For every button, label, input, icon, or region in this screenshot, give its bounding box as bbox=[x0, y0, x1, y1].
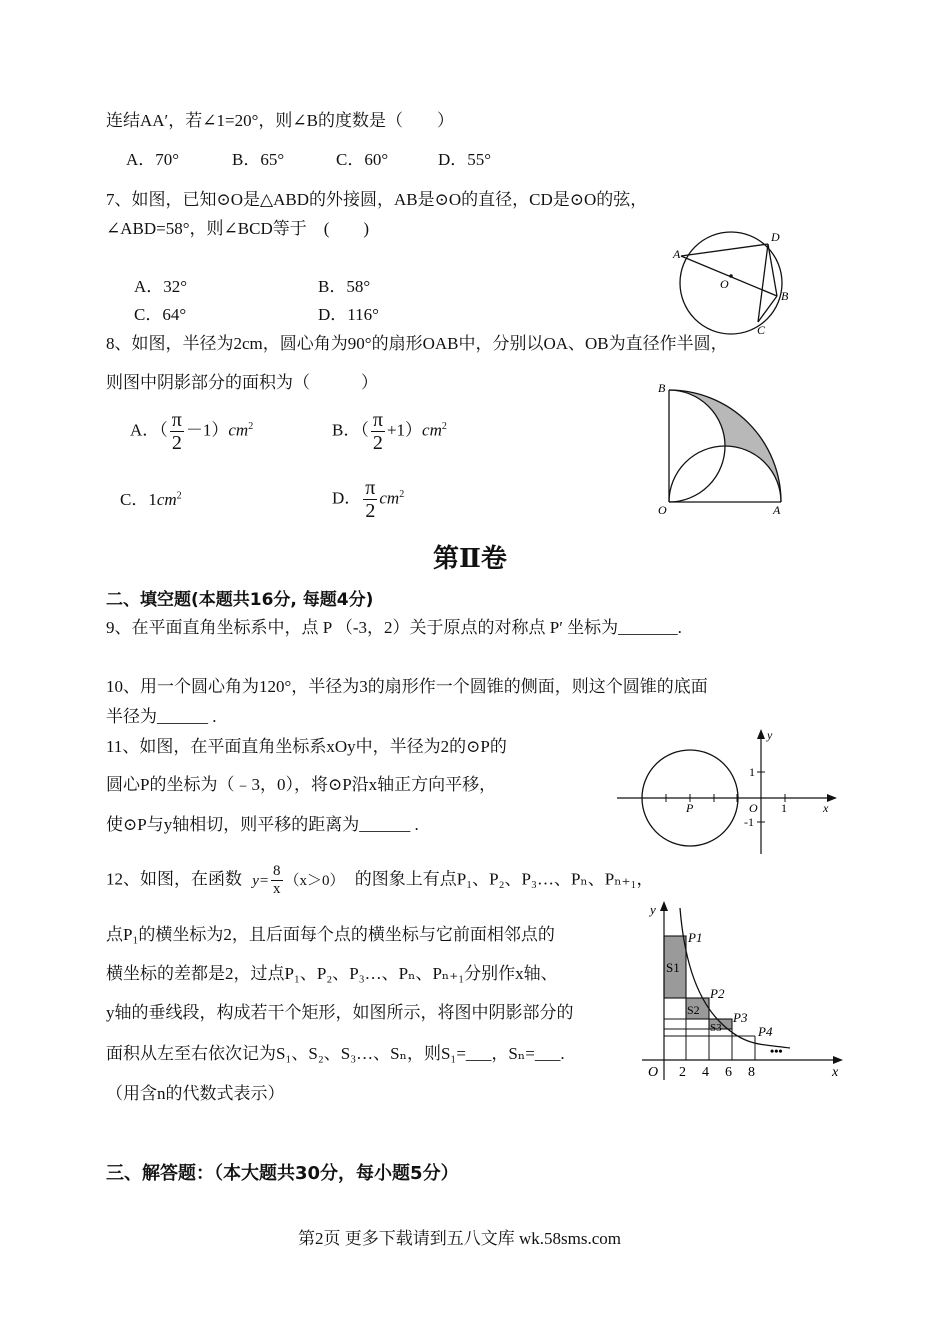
q12-label-4: 4 bbox=[702, 1065, 709, 1080]
q7-label-b: B bbox=[781, 289, 789, 303]
q7-label-c: C bbox=[757, 323, 766, 337]
q11-line1: 11、如图，在平面直角坐标系xOy中，半径为2的⊙P的 bbox=[106, 737, 507, 756]
q12-label-dots: ••• bbox=[770, 1044, 783, 1058]
q12-x-arrow bbox=[833, 1056, 843, 1064]
q12-formula: y= $\frac{8}{x}$ （x＞0） bbox=[252, 863, 345, 897]
q6-option-d: D．55° bbox=[438, 150, 492, 169]
q11-label-o: O bbox=[749, 801, 758, 815]
q7-line2: ∠ABD=58°，则∠BCD等于 ( ) bbox=[106, 219, 370, 238]
q7-circle-figure bbox=[670, 228, 800, 338]
q8-line1: 8、如图，半径为2cm，圆心角为90°的扇形OAB中，分别以OA、OB为直径作半圆， bbox=[106, 334, 728, 353]
q12-label-p1: P1 bbox=[688, 930, 703, 945]
q8-option-d-fraction: $\frac{\pi}{2}$ bbox=[365, 477, 376, 522]
q12-y-arrow bbox=[660, 901, 668, 911]
q12-label-8: 8 bbox=[748, 1065, 755, 1080]
q11-label-x: x bbox=[823, 801, 829, 815]
q6-option-a: A．70° bbox=[126, 150, 180, 169]
q10-line2: 半径为______ . bbox=[106, 707, 217, 726]
q12-label-2: 2 bbox=[679, 1065, 686, 1080]
q11-label-1y: 1 bbox=[749, 765, 755, 779]
q8-option-a: A．（ $\frac{\pi}{2}$ $-1)cm^2$ bbox=[130, 409, 254, 454]
q12-label-s1: S1 bbox=[666, 960, 680, 975]
q9-text: 9、在平面直角坐标系中，点 P （-3，2）关于原点的对称点 P′ 坐标为_______. bbox=[106, 618, 682, 637]
q12-line2: 点P₁的横坐标为2，且后面每个点的横坐标与它前面相邻点的 bbox=[106, 925, 555, 944]
q8-option-d: D． $\frac{\pi}{2}$ $cm^2$ bbox=[332, 477, 405, 522]
q12-line1: 12、如图，在函数 y= $\frac{8}{x}$ （x＞0） 的图象上有点P₁、P₂、P₃…、Pₙ、Pₙ₊₁， bbox=[106, 863, 654, 897]
page-footer: 第2页 更多下载请到五八文库 wk.58sms.com bbox=[298, 1229, 621, 1248]
q6-stem: 连结AA′，若∠1=20°，则∠B的度数是（ ） bbox=[106, 111, 454, 130]
q7-label-d: D bbox=[771, 230, 780, 244]
q12-label-6: 6 bbox=[725, 1065, 732, 1080]
q11-label-y: y bbox=[767, 728, 773, 742]
section2-header: 二、填空题(本题共16分, 每题4分) bbox=[106, 590, 374, 610]
q11-label-p: P bbox=[686, 801, 694, 815]
q7-option-c: C．64° bbox=[134, 305, 187, 324]
q7-chord-db bbox=[768, 244, 777, 296]
q7-circle bbox=[680, 232, 782, 334]
q12-label-o: O bbox=[648, 1065, 659, 1080]
q10-line1: 10、用一个圆心角为120°，半径为3的扇形作一个圆锥的侧面，则这个圆锥的底面 bbox=[106, 677, 708, 696]
q12-label-s2: S2 bbox=[687, 1003, 700, 1017]
q12-label-p4: P4 bbox=[758, 1024, 773, 1039]
q11-label-1x: 1 bbox=[781, 801, 787, 815]
q8-sector-figure bbox=[652, 378, 792, 518]
q8-label-a: A bbox=[773, 503, 781, 517]
q12-label-p2: P2 bbox=[710, 986, 725, 1001]
q7-option-d: D．116° bbox=[318, 305, 379, 324]
q11-line3: 使⊙P与y轴相切，则平移的距离为______ . bbox=[106, 815, 419, 834]
q11-line2: 圆心P的坐标为（﹣3，0），将⊙P沿x轴正方向平移， bbox=[106, 775, 497, 794]
q11-y-arrow bbox=[757, 729, 765, 739]
q7-option-b: B．58° bbox=[318, 277, 371, 296]
section3-header: 三、解答题：（本大题共30分，每小题5分） bbox=[106, 1163, 459, 1184]
q8-option-c: C．$1cm^2$ bbox=[120, 490, 182, 509]
q7-center-dot bbox=[729, 274, 733, 278]
q11-label-neg1: -1 bbox=[744, 815, 754, 829]
q12-line4: y轴的垂线段，构成若干个矩形，如图所示，将图中阴影部分的 bbox=[106, 1003, 574, 1022]
q6-option-b: B．65° bbox=[232, 150, 285, 169]
q8-label-o: O bbox=[658, 503, 667, 517]
q12-label-y: y bbox=[650, 902, 656, 917]
q12-label-x: x bbox=[832, 1065, 839, 1080]
q12-hyperbola-figure bbox=[640, 898, 850, 1083]
section2-title: 第Ⅱ卷 bbox=[433, 544, 507, 573]
q8-line2: 则图中阴影部分的面积为（ ） bbox=[106, 373, 378, 392]
q12-curve bbox=[680, 908, 790, 1048]
q12-line6: （用含n的代数式表示） bbox=[106, 1084, 285, 1103]
q12-line3: 横坐标的差都是2，过点P₁、P₂、P₃…、Pₙ、Pₙ₊₁分别作x轴、 bbox=[106, 964, 558, 983]
q7-label-a: A bbox=[673, 247, 681, 261]
q8-label-b: B bbox=[658, 381, 666, 395]
q8-option-b: B．（ $\frac{\pi}{2}$ $+1)cm^2$ bbox=[332, 409, 447, 454]
q6-option-c: C．60° bbox=[336, 150, 389, 169]
q12-label-p3: P3 bbox=[733, 1010, 748, 1025]
q7-chord-ad bbox=[681, 244, 768, 256]
q8-option-a-fraction: $\frac{\pi}{2}$ bbox=[171, 409, 182, 454]
q7-option-a: A．32° bbox=[134, 277, 188, 296]
q7-label-o: O bbox=[720, 277, 729, 291]
q12-line5: 面积从左至右依次记为S₁、S₂、S₃…、Sₙ，则S₁=___，Sₙ=___. bbox=[106, 1044, 565, 1063]
q11-x-arrow bbox=[827, 794, 837, 802]
q8-option-b-fraction: $\frac{\pi}{2}$ bbox=[372, 409, 383, 454]
q11-coordinate-figure bbox=[615, 726, 845, 858]
q12-label-s3: S3 bbox=[710, 1022, 722, 1034]
q7-line1: 7、如图，已知⊙O是△ABD的外接圆，AB是⊙O的直径，CD是⊙O的弦， bbox=[106, 190, 648, 209]
